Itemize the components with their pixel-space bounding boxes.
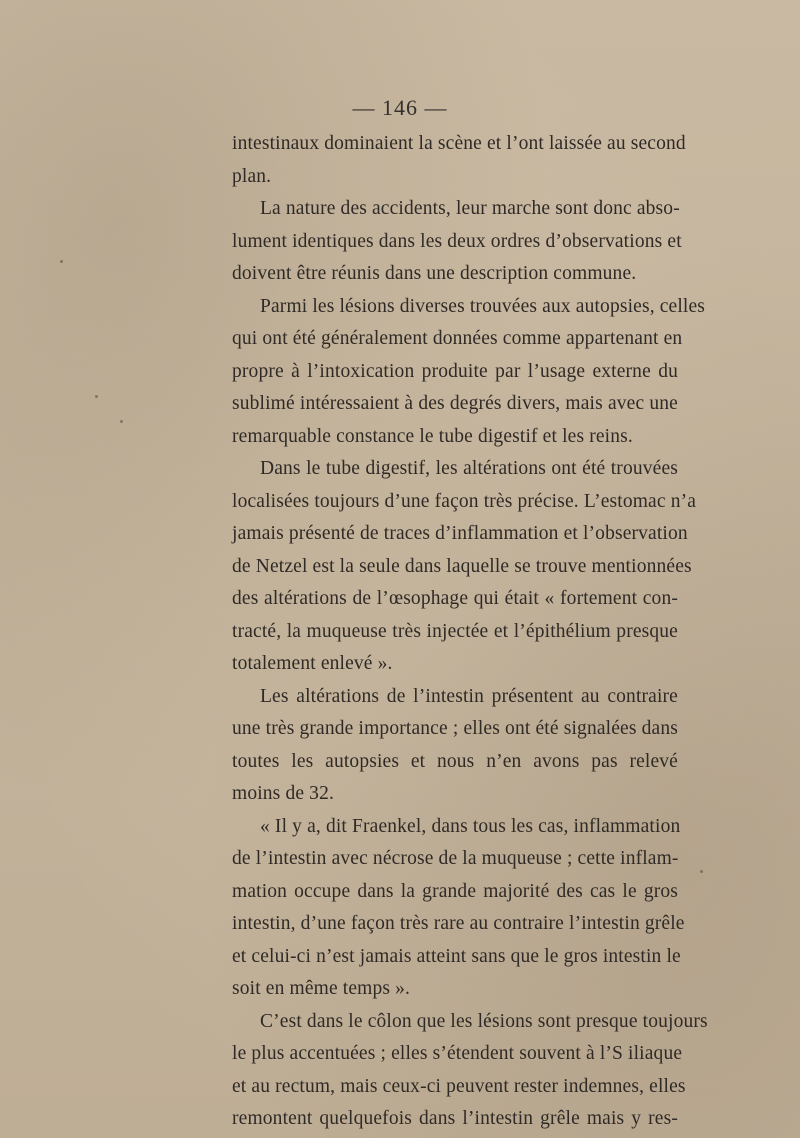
paper-speck [95,395,98,398]
text-line: plan. [232,165,272,187]
text-line: mation occupe dans la grande majorité des cas le gros [232,880,678,902]
page-number: — 146 — [352,95,448,120]
text-line: tracté, la muqueuse très injectée et l’épithélium presque [232,620,678,642]
text-line: le plus accentuées ; elles s’étendent souvent à l’S iliaque [232,1043,683,1064]
text-line: Dans le tube digestif, les altérations ont été trouvées [260,458,678,479]
text-line: et celui-ci n’est jamais atteint sans que le gros intestin le [232,945,681,967]
text-line: toutes les autopsies et nous n’en avons pas relevé [232,750,678,772]
text-line: de Netzel est la seule dans laquelle se trouve mentionnées [232,555,692,577]
body-text [232,128,708,1136]
text-line: des altérations de l’œsophage qui était « fortement con- [232,588,678,609]
text-line: intestinaux dominaient la scène et l’ont laissée au second [232,133,686,154]
text-line: moins de 32. [232,783,335,804]
text-line: « Il y a, dit Fraenkel, dans tous les cas, inflammation [260,815,681,837]
text-line: intestin, d’une façon très rare au contraire l’intestin grêle [232,913,685,934]
text-line: La nature des accidents, leur marche sont donc abso- [260,198,680,219]
text-line: totalement enlevé ». [232,653,393,674]
paper-speck [700,870,703,873]
text-line: lument identiques dans les deux ordres d’observations et [232,230,682,252]
text-line: remarquable constance le tube digestif et les reins. [232,425,633,447]
text-line: soit en même temps ». [232,978,411,999]
text-line: doivent être réunis dans une description commune. [232,263,637,284]
text-line: de l’intestin avec nécrose de la muqueuse ; cette inflam- [232,848,679,869]
paper-speck [60,260,63,263]
text-line: propre à l’intoxication produite par l’usage externe du [232,360,678,382]
text-line: Les altérations de l’intestin présentent au contraire [260,685,678,707]
text-line: C’est dans le côlon que les lésions sont presque toujours [260,1010,708,1032]
text-line: localisées toujours d’une façon très précise. L’estomac n’a [232,490,697,512]
text-line: une très grande importance ; elles ont été signalées dans [232,718,678,739]
text-line: sublimé intéressaient à des degrés divers, mais avec une [232,393,678,414]
text-line: remontent quelquefois dans l’intestin grêle mais y res- [232,1108,678,1129]
text-line: jamais présenté de traces d’inflammation et l’observation [232,523,688,544]
text-line: Parmi les lésions diverses trouvées aux autopsies, celles [260,295,706,317]
paper-speck [120,420,123,423]
paper-speck [488,1018,491,1021]
text-line: et au rectum, mais ceux-ci peuvent rester indemnes, elles [232,1075,686,1097]
text-line: qui ont été généralement données comme appartenant en [232,328,683,349]
